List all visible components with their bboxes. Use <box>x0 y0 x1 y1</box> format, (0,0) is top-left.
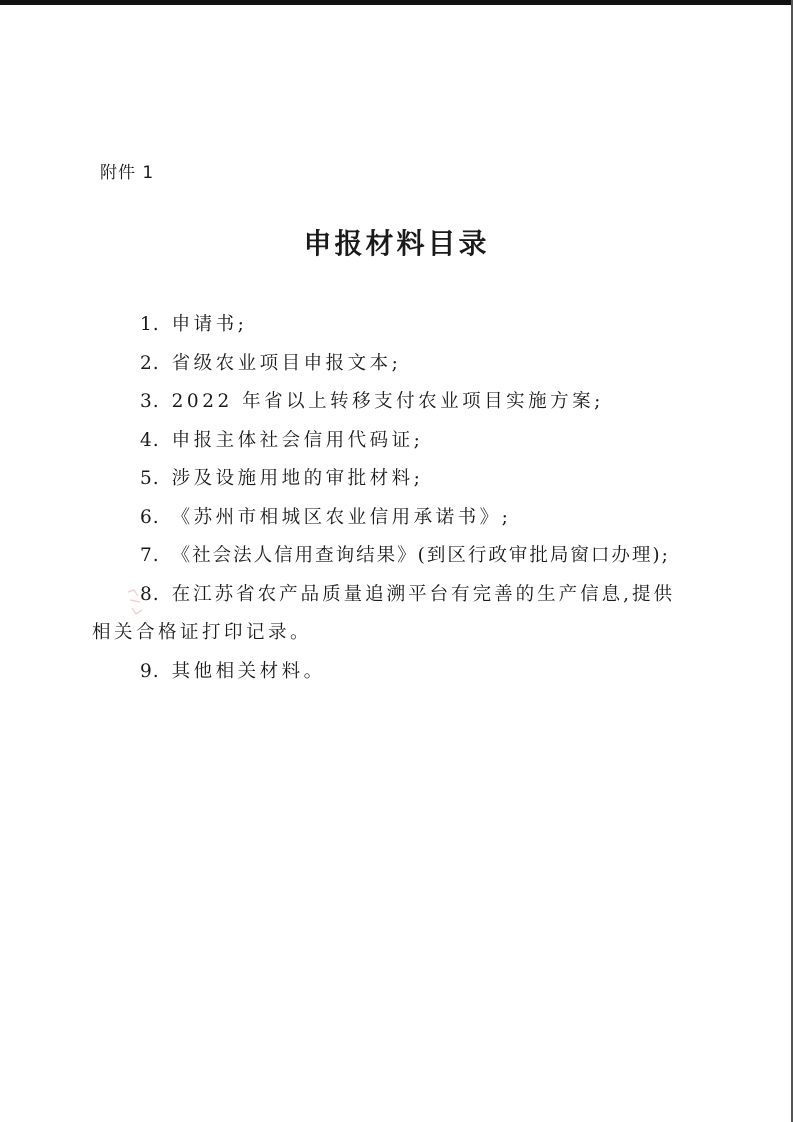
item-text: 省级农业项目申报文本; <box>171 353 402 374</box>
list-item <box>140 349 401 375</box>
item-number: 8. <box>140 584 160 605</box>
item-number: 2. <box>140 353 160 374</box>
item-text: 在江苏省农产品质量追溯平台有完善的生产信息,提供 <box>171 584 676 605</box>
list-item <box>140 657 326 683</box>
item-number: 1. <box>140 314 160 335</box>
item-text: 申请书; <box>171 314 248 335</box>
list-item <box>140 580 675 606</box>
list-item-continuation <box>92 618 312 644</box>
item-number: 3. <box>140 391 160 412</box>
list-item <box>140 426 423 452</box>
list-item <box>140 464 423 490</box>
attachment-label: 附件 1 <box>100 163 155 183</box>
item-text: 《社会法人信用查询结果》(到区行政审批局窗口办理); <box>171 545 670 566</box>
scan-border-top <box>0 0 793 5</box>
list-item <box>140 503 511 529</box>
item-text: 相关合格证打印记录。 <box>92 622 313 643</box>
item-text: 申报主体社会信用代码证; <box>171 430 424 451</box>
list-item <box>140 387 604 413</box>
item-text: 涉及设施用地的审批材料; <box>171 468 424 489</box>
item-text: 2022 年省以上转移支付农业项目实施方案; <box>171 391 604 412</box>
item-number: 7. <box>140 545 160 566</box>
item-number: 9. <box>140 661 160 682</box>
item-number: 4. <box>140 430 160 451</box>
item-text: 《苏州市相城区农业信用承诺书》; <box>171 507 512 528</box>
item-number: 6. <box>140 507 160 528</box>
list-item <box>140 541 670 567</box>
item-text: 其他相关材料。 <box>171 661 326 682</box>
item-number: 5. <box>140 468 160 489</box>
document-title: 申报材料目录 <box>303 227 490 260</box>
list-item <box>140 310 247 336</box>
